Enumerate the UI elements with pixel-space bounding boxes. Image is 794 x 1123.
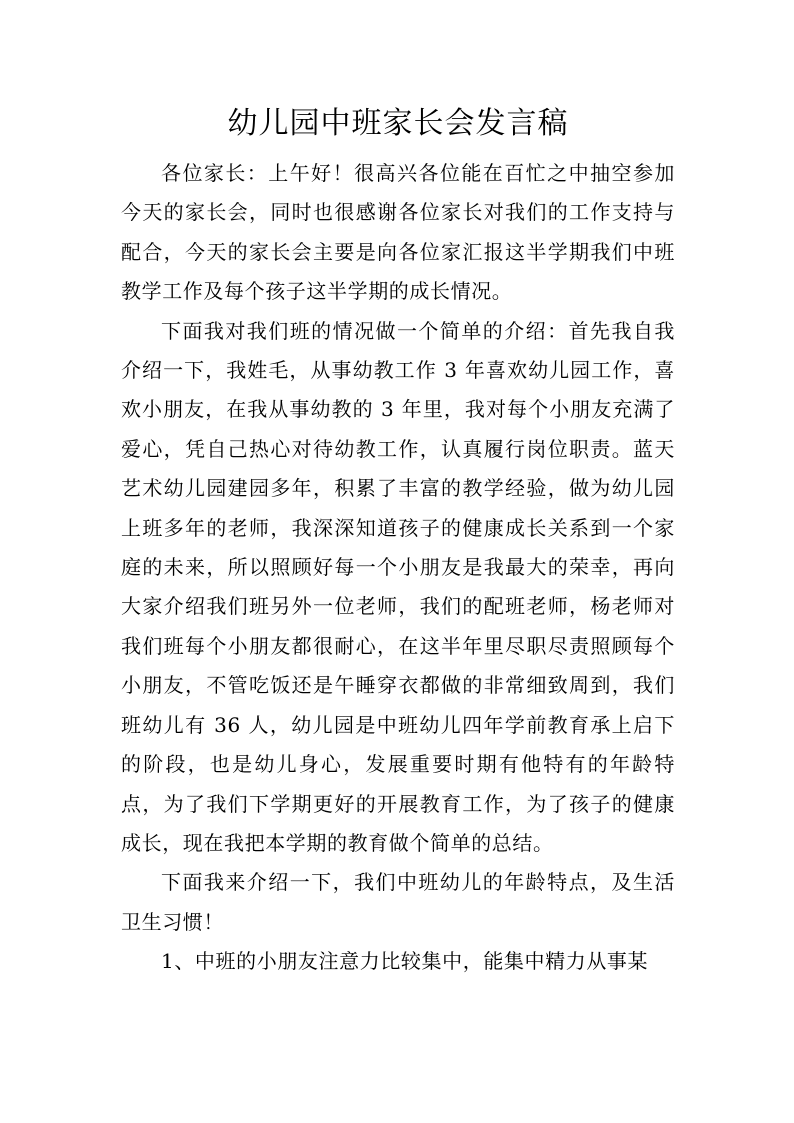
document-title: 幼儿园中班家长会发言稿	[227, 106, 569, 141]
paragraph-introduction: 下面我对我们班的情况做一个简单的介绍：首先我自我介绍一下，我姓毛，从事幼教工作 3 年喜欢幼儿园工作，喜欢小朋友，在我从事幼教的 3 年里，我对每个小朋友充满了爱心，凭自己热心对待幼教工作，认真履行岗位职责。蓝天艺术幼儿园建园多年，积累了丰富的教学经验，做为幼儿园上班多年的老师，我深深知道孩子的健康成长关系到一个家庭的未来，所以照顾好每一个小朋友是我最大的荣幸，再向大家介绍我们班另外一位老师，我们的配班老师，杨老师对我们班每个小朋友都很耐心，在这半年里尽职尽责照顾每个小朋友，不管吃饭还是午睡穿衣都做的非常细致周到，我们班幼儿有 36 人，幼儿园是中班幼儿四年学前教育承上启下的阶段，也是幼儿身心，发展重要时期有他特有的年龄特点，为了我们下学期更好的开展教育工作，为了孩子的健康成长，现在我把本学期的教育做个简单的总结。	[121, 318, 675, 855]
paragraph-greeting: 各位家长：上午好！很高兴各位能在百忙之中抽空参加今天的家长会，同时也很感谢各位家长对我们的工作支持与配合，今天的家长会主要是向各位家汇报这半学期我们中班教学工作及每个孩子这半学期的成长情况。	[121, 161, 675, 304]
document-body	[121, 154, 675, 982]
paragraph-age-characteristics: 下面我来介绍一下，我们中班幼儿的年龄特点，及生活卫生习惯！	[121, 870, 675, 934]
paragraph-item-1: 1、中班的小朋友注意力比较集中，能集中精力从事某	[161, 949, 649, 974]
